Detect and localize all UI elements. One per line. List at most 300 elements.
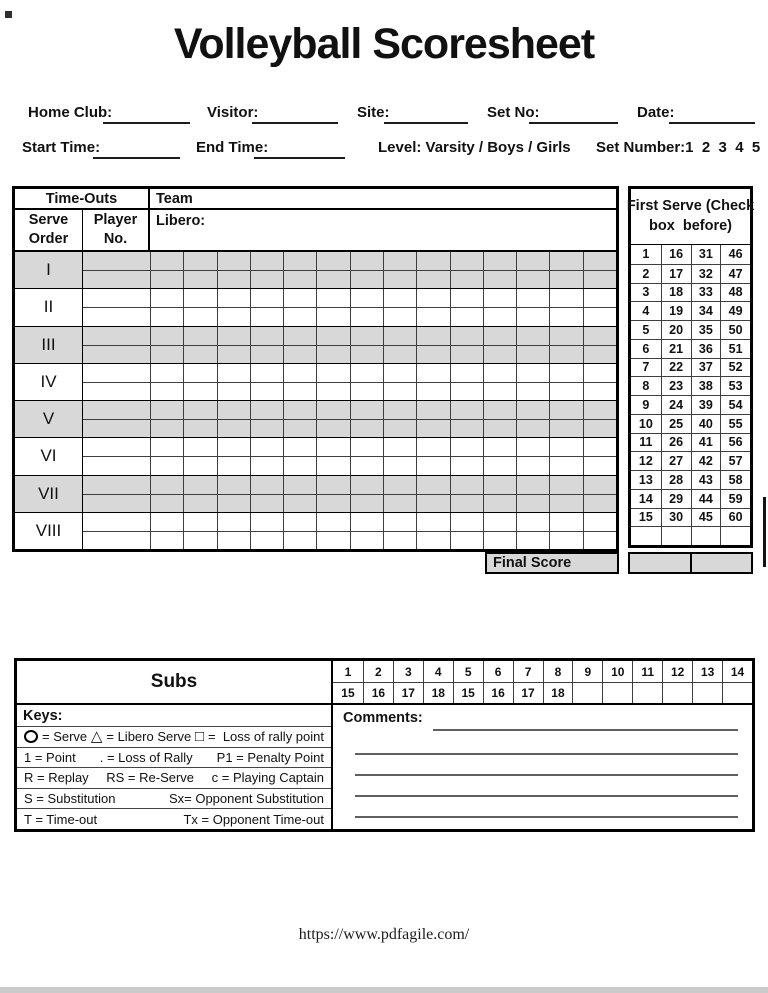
score-cell[interactable] xyxy=(316,494,349,512)
score-cell[interactable] xyxy=(150,382,183,400)
first-serve-number[interactable]: 19 xyxy=(661,301,691,320)
score-cell[interactable] xyxy=(583,382,616,400)
score-cell[interactable] xyxy=(217,476,250,494)
score-cell[interactable] xyxy=(516,307,549,325)
score-cell[interactable] xyxy=(450,252,483,270)
score-cell[interactable] xyxy=(350,382,383,400)
score-cell[interactable] xyxy=(483,531,516,549)
libero-label[interactable]: Libero: xyxy=(156,213,206,229)
score-cell[interactable] xyxy=(217,456,250,474)
first-serve-number[interactable]: 58 xyxy=(720,470,750,489)
first-serve-number[interactable]: 6 xyxy=(631,339,661,358)
score-cell[interactable] xyxy=(316,307,349,325)
score-cell[interactable] xyxy=(483,419,516,437)
score-cell[interactable] xyxy=(383,494,416,512)
subs-empty-cell[interactable] xyxy=(662,682,692,703)
score-cell[interactable] xyxy=(583,364,616,382)
score-cell[interactable] xyxy=(350,307,383,325)
score-cell[interactable] xyxy=(416,513,449,531)
score-cell[interactable] xyxy=(416,252,449,270)
first-serve-number[interactable]: 55 xyxy=(720,414,750,433)
score-cell[interactable] xyxy=(416,419,449,437)
first-serve-number[interactable]: 9 xyxy=(631,395,661,414)
score-cell[interactable] xyxy=(516,345,549,363)
score-cell[interactable] xyxy=(183,456,216,474)
first-serve-number[interactable]: 38 xyxy=(691,376,721,395)
player-no-cell[interactable] xyxy=(83,401,150,419)
score-cell[interactable] xyxy=(450,419,483,437)
score-cell[interactable] xyxy=(350,531,383,549)
score-cell[interactable] xyxy=(516,456,549,474)
score-cell[interactable] xyxy=(450,307,483,325)
player-no-cell[interactable] xyxy=(83,364,150,382)
score-cell[interactable] xyxy=(283,252,316,270)
score-cell[interactable] xyxy=(549,513,582,531)
score-cell[interactable] xyxy=(416,364,449,382)
score-cell[interactable] xyxy=(383,345,416,363)
score-cell[interactable] xyxy=(316,476,349,494)
subs-number-cell[interactable]: 17 xyxy=(513,682,543,703)
score-cell[interactable] xyxy=(583,252,616,270)
score-cell[interactable] xyxy=(350,513,383,531)
first-serve-number[interactable]: 45 xyxy=(691,508,721,527)
score-cell[interactable] xyxy=(583,327,616,345)
score-cell[interactable] xyxy=(483,345,516,363)
subs-number-cell[interactable]: 17 xyxy=(393,682,423,703)
first-serve-number[interactable]: 17 xyxy=(661,264,691,283)
score-cell[interactable] xyxy=(483,307,516,325)
score-cell[interactable] xyxy=(183,476,216,494)
score-cell[interactable] xyxy=(150,456,183,474)
score-cell[interactable] xyxy=(183,327,216,345)
score-cell[interactable] xyxy=(583,289,616,307)
score-cell[interactable] xyxy=(416,456,449,474)
score-cell[interactable] xyxy=(217,438,250,456)
subs-number-cell[interactable]: 11 xyxy=(632,661,662,682)
score-cell[interactable] xyxy=(549,476,582,494)
subs-number-cell[interactable]: 9 xyxy=(572,661,602,682)
score-cell[interactable] xyxy=(450,345,483,363)
player-no-cell[interactable] xyxy=(83,531,150,549)
player-no-cell[interactable] xyxy=(83,382,150,400)
score-cell[interactable] xyxy=(549,494,582,512)
first-serve-number[interactable]: 49 xyxy=(720,301,750,320)
score-cell[interactable] xyxy=(283,382,316,400)
player-no-cell[interactable] xyxy=(83,252,150,270)
score-cell[interactable] xyxy=(283,476,316,494)
player-no-cell[interactable] xyxy=(83,438,150,456)
score-cell[interactable] xyxy=(483,289,516,307)
score-cell[interactable] xyxy=(183,289,216,307)
score-cell[interactable] xyxy=(217,307,250,325)
score-cell[interactable] xyxy=(549,307,582,325)
first-serve-number[interactable]: 21 xyxy=(661,339,691,358)
final-score-home-cell[interactable] xyxy=(630,554,690,572)
score-cell[interactable] xyxy=(383,531,416,549)
score-cell[interactable] xyxy=(217,513,250,531)
score-cell[interactable] xyxy=(549,327,582,345)
first-serve-number[interactable]: 24 xyxy=(661,395,691,414)
first-serve-number[interactable]: 47 xyxy=(720,264,750,283)
score-cell[interactable] xyxy=(383,401,416,419)
subs-number-cell[interactable]: 7 xyxy=(513,661,543,682)
score-cell[interactable] xyxy=(250,476,283,494)
first-serve-number[interactable]: 18 xyxy=(661,283,691,302)
subs-number-cell[interactable]: 15 xyxy=(333,682,363,703)
score-cell[interactable] xyxy=(283,531,316,549)
first-serve-number[interactable]: 43 xyxy=(691,470,721,489)
player-no-cell[interactable] xyxy=(83,494,150,512)
score-cell[interactable] xyxy=(383,419,416,437)
score-cell[interactable] xyxy=(283,401,316,419)
player-no-cell[interactable] xyxy=(83,476,150,494)
first-serve-number[interactable]: 52 xyxy=(720,358,750,377)
first-serve-number[interactable]: 60 xyxy=(720,508,750,527)
score-cell[interactable] xyxy=(350,401,383,419)
score-cell[interactable] xyxy=(450,513,483,531)
score-cell[interactable] xyxy=(549,289,582,307)
first-serve-number[interactable]: 59 xyxy=(720,489,750,508)
subs-number-cell[interactable]: 1 xyxy=(344,664,352,679)
first-serve-number[interactable]: 20 xyxy=(661,320,691,339)
score-cell[interactable] xyxy=(549,419,582,437)
score-cell[interactable] xyxy=(316,289,349,307)
score-cell[interactable] xyxy=(416,531,449,549)
score-cell[interactable] xyxy=(217,382,250,400)
score-cell[interactable] xyxy=(483,382,516,400)
score-cell[interactable] xyxy=(416,438,449,456)
score-cell[interactable] xyxy=(316,252,349,270)
subs-empty-cell[interactable] xyxy=(692,682,722,703)
score-cell[interactable] xyxy=(150,419,183,437)
score-cell[interactable] xyxy=(483,401,516,419)
score-cell[interactable] xyxy=(549,252,582,270)
subs-number-cell[interactable]: 18 xyxy=(543,682,573,703)
score-cell[interactable] xyxy=(483,456,516,474)
score-cell[interactable] xyxy=(549,382,582,400)
score-cell[interactable] xyxy=(250,456,283,474)
score-cell[interactable] xyxy=(183,382,216,400)
score-cell[interactable] xyxy=(316,419,349,437)
score-cell[interactable] xyxy=(383,456,416,474)
first-serve-number[interactable]: 46 xyxy=(720,245,750,264)
first-serve-number[interactable]: 30 xyxy=(661,508,691,527)
first-serve-number[interactable]: 8 xyxy=(631,376,661,395)
score-cell[interactable] xyxy=(350,252,383,270)
first-serve-number[interactable]: 26 xyxy=(661,433,691,452)
first-serve-number[interactable]: 40 xyxy=(691,414,721,433)
first-serve-number[interactable]: 50 xyxy=(720,320,750,339)
first-serve-number[interactable]: 36 xyxy=(691,339,721,358)
score-cell[interactable] xyxy=(383,252,416,270)
subs-number-cell[interactable]: 16 xyxy=(483,682,513,703)
first-serve-number[interactable]: 56 xyxy=(720,433,750,452)
score-cell[interactable] xyxy=(316,513,349,531)
score-cell[interactable] xyxy=(416,270,449,288)
score-cell[interactable] xyxy=(516,252,549,270)
first-serve-number[interactable]: 13 xyxy=(631,470,661,489)
score-cell[interactable] xyxy=(549,456,582,474)
subs-number-cell[interactable]: 14 xyxy=(722,661,752,682)
score-cell[interactable] xyxy=(250,345,283,363)
score-cell[interactable] xyxy=(250,531,283,549)
subs-number-cell[interactable]: 6 xyxy=(483,661,513,682)
score-cell[interactable] xyxy=(150,438,183,456)
score-cell[interactable] xyxy=(250,289,283,307)
score-cell[interactable] xyxy=(283,438,316,456)
score-cell[interactable] xyxy=(283,456,316,474)
first-serve-number[interactable]: 10 xyxy=(631,414,661,433)
subs-number-cell[interactable]: 13 xyxy=(692,661,722,682)
score-cell[interactable] xyxy=(516,476,549,494)
score-cell[interactable] xyxy=(549,531,582,549)
score-cell[interactable] xyxy=(516,513,549,531)
score-cell[interactable] xyxy=(150,289,183,307)
score-cell[interactable] xyxy=(350,419,383,437)
score-cell[interactable] xyxy=(217,252,250,270)
score-cell[interactable] xyxy=(416,382,449,400)
score-cell[interactable] xyxy=(416,494,449,512)
score-cell[interactable] xyxy=(516,419,549,437)
first-serve-number[interactable]: 35 xyxy=(691,320,721,339)
score-cell[interactable] xyxy=(416,401,449,419)
score-cell[interactable] xyxy=(416,289,449,307)
subs-number-cell[interactable]: 3 xyxy=(393,661,423,682)
first-serve-number[interactable]: 16 xyxy=(661,245,691,264)
score-cell[interactable] xyxy=(250,494,283,512)
score-cell[interactable] xyxy=(183,531,216,549)
end-time-blank[interactable] xyxy=(254,157,345,159)
score-cell[interactable] xyxy=(583,456,616,474)
score-cell[interactable] xyxy=(217,364,250,382)
score-cell[interactable] xyxy=(383,307,416,325)
player-no-cell[interactable] xyxy=(83,345,150,363)
score-cell[interactable] xyxy=(350,456,383,474)
score-cell[interactable] xyxy=(217,345,250,363)
first-serve-number[interactable]: 3 xyxy=(631,283,661,302)
score-cell[interactable] xyxy=(483,476,516,494)
first-serve-number[interactable]: 29 xyxy=(661,489,691,508)
first-serve-number[interactable]: 7 xyxy=(631,358,661,377)
score-cell[interactable] xyxy=(516,438,549,456)
subs-number-cell[interactable]: 8 xyxy=(543,661,573,682)
score-cell[interactable] xyxy=(483,252,516,270)
comments-blank-line[interactable] xyxy=(355,795,738,797)
score-cell[interactable] xyxy=(583,494,616,512)
first-serve-empty-cell[interactable] xyxy=(631,526,661,545)
score-cell[interactable] xyxy=(283,307,316,325)
score-cell[interactable] xyxy=(316,382,349,400)
first-serve-number[interactable]: 32 xyxy=(691,264,721,283)
score-cell[interactable] xyxy=(383,476,416,494)
score-cell[interactable] xyxy=(383,513,416,531)
score-cell[interactable] xyxy=(316,401,349,419)
score-cell[interactable] xyxy=(150,401,183,419)
first-serve-number[interactable]: 54 xyxy=(720,395,750,414)
subs-number-cell[interactable]: 10 xyxy=(602,661,632,682)
first-serve-number[interactable]: 14 xyxy=(631,489,661,508)
score-cell[interactable] xyxy=(450,531,483,549)
score-cell[interactable] xyxy=(150,513,183,531)
score-cell[interactable] xyxy=(450,401,483,419)
score-cell[interactable] xyxy=(416,327,449,345)
player-no-cell[interactable] xyxy=(83,327,150,345)
score-cell[interactable] xyxy=(549,345,582,363)
score-cell[interactable] xyxy=(483,513,516,531)
score-cell[interactable] xyxy=(350,494,383,512)
subs-empty-cell[interactable] xyxy=(722,682,752,703)
comments-blank-line[interactable] xyxy=(355,816,738,818)
subs-number-cell[interactable]: 4 xyxy=(423,661,453,682)
score-cell[interactable] xyxy=(316,364,349,382)
comments-blank-line[interactable] xyxy=(355,753,738,755)
subs-number-cell[interactable]: 5 xyxy=(453,661,483,682)
player-no-cell[interactable] xyxy=(83,513,150,531)
first-serve-number[interactable]: 4 xyxy=(631,301,661,320)
score-cell[interactable] xyxy=(217,494,250,512)
first-serve-empty-cell[interactable] xyxy=(691,526,721,545)
score-cell[interactable] xyxy=(316,327,349,345)
score-cell[interactable] xyxy=(450,476,483,494)
score-cell[interactable] xyxy=(183,307,216,325)
score-cell[interactable] xyxy=(150,307,183,325)
score-cell[interactable] xyxy=(316,438,349,456)
score-cell[interactable] xyxy=(583,438,616,456)
score-cell[interactable] xyxy=(283,289,316,307)
first-serve-number[interactable]: 48 xyxy=(720,283,750,302)
score-cell[interactable] xyxy=(250,307,283,325)
first-serve-number[interactable]: 53 xyxy=(720,376,750,395)
first-serve-number[interactable]: 5 xyxy=(631,320,661,339)
score-cell[interactable] xyxy=(183,345,216,363)
score-cell[interactable] xyxy=(483,327,516,345)
visitor-blank[interactable] xyxy=(252,122,338,124)
score-cell[interactable] xyxy=(283,494,316,512)
score-cell[interactable] xyxy=(516,289,549,307)
score-cell[interactable] xyxy=(350,289,383,307)
subs-empty-cell[interactable] xyxy=(572,682,602,703)
score-cell[interactable] xyxy=(383,438,416,456)
first-serve-number[interactable]: 57 xyxy=(720,451,750,470)
score-cell[interactable] xyxy=(450,456,483,474)
score-cell[interactable] xyxy=(583,307,616,325)
score-cell[interactable] xyxy=(416,307,449,325)
player-no-cell[interactable] xyxy=(83,456,150,474)
score-cell[interactable] xyxy=(383,382,416,400)
score-cell[interactable] xyxy=(217,531,250,549)
score-cell[interactable] xyxy=(283,513,316,531)
score-cell[interactable] xyxy=(483,364,516,382)
first-serve-number[interactable]: 22 xyxy=(661,358,691,377)
score-cell[interactable] xyxy=(183,364,216,382)
player-no-cell[interactable] xyxy=(83,307,150,325)
first-serve-number[interactable]: 39 xyxy=(691,395,721,414)
score-cell[interactable] xyxy=(283,419,316,437)
first-serve-empty-cell[interactable] xyxy=(661,526,691,545)
score-cell[interactable] xyxy=(183,419,216,437)
score-cell[interactable] xyxy=(183,252,216,270)
first-serve-number[interactable]: 28 xyxy=(661,470,691,489)
score-cell[interactable] xyxy=(250,438,283,456)
first-serve-number[interactable]: 41 xyxy=(691,433,721,452)
score-cell[interactable] xyxy=(383,327,416,345)
score-cell[interactable] xyxy=(183,494,216,512)
score-cell[interactable] xyxy=(150,252,183,270)
score-cell[interactable] xyxy=(383,270,416,288)
score-cell[interactable] xyxy=(283,270,316,288)
score-cell[interactable] xyxy=(183,270,216,288)
score-cell[interactable] xyxy=(383,364,416,382)
score-cell[interactable] xyxy=(250,364,283,382)
score-cell[interactable] xyxy=(350,327,383,345)
score-cell[interactable] xyxy=(217,327,250,345)
score-cell[interactable] xyxy=(350,345,383,363)
final-score-visitor-cell[interactable] xyxy=(690,554,752,572)
score-cell[interactable] xyxy=(583,531,616,549)
score-cell[interactable] xyxy=(350,438,383,456)
score-cell[interactable] xyxy=(217,289,250,307)
score-cell[interactable] xyxy=(416,345,449,363)
score-cell[interactable] xyxy=(250,401,283,419)
comments-blank-line[interactable] xyxy=(355,774,738,776)
score-cell[interactable] xyxy=(283,345,316,363)
home-club-blank[interactable] xyxy=(103,122,190,124)
first-serve-number[interactable]: 37 xyxy=(691,358,721,377)
score-cell[interactable] xyxy=(150,327,183,345)
score-cell[interactable] xyxy=(150,364,183,382)
score-cell[interactable] xyxy=(150,494,183,512)
subs-number-cell[interactable]: 15 xyxy=(453,682,483,703)
first-serve-number[interactable]: 25 xyxy=(661,414,691,433)
first-serve-number[interactable]: 34 xyxy=(691,301,721,320)
subs-number-cell[interactable]: 2 xyxy=(363,661,393,682)
score-cell[interactable] xyxy=(183,438,216,456)
score-cell[interactable] xyxy=(217,419,250,437)
first-serve-number[interactable]: 15 xyxy=(631,508,661,527)
comments-blank-line[interactable] xyxy=(433,729,738,731)
player-no-cell[interactable] xyxy=(83,419,150,437)
score-cell[interactable] xyxy=(450,327,483,345)
score-cell[interactable] xyxy=(150,476,183,494)
score-cell[interactable] xyxy=(383,289,416,307)
score-cell[interactable] xyxy=(250,252,283,270)
score-cell[interactable] xyxy=(516,382,549,400)
score-cell[interactable] xyxy=(450,289,483,307)
score-cell[interactable] xyxy=(250,270,283,288)
first-serve-number[interactable]: 11 xyxy=(631,433,661,452)
first-serve-number[interactable]: 33 xyxy=(691,283,721,302)
score-cell[interactable] xyxy=(416,476,449,494)
first-serve-empty-cell[interactable] xyxy=(720,526,750,545)
score-cell[interactable] xyxy=(183,513,216,531)
score-cell[interactable] xyxy=(549,270,582,288)
score-cell[interactable] xyxy=(316,456,349,474)
score-cell[interactable] xyxy=(316,345,349,363)
subs-number-cell[interactable]: 12 xyxy=(662,661,692,682)
subs-number-cell[interactable]: 16 xyxy=(363,682,393,703)
score-cell[interactable] xyxy=(549,401,582,419)
score-cell[interactable] xyxy=(483,270,516,288)
score-cell[interactable] xyxy=(549,438,582,456)
score-cell[interactable] xyxy=(150,345,183,363)
score-cell[interactable] xyxy=(250,419,283,437)
score-cell[interactable] xyxy=(483,494,516,512)
score-cell[interactable] xyxy=(316,531,349,549)
score-cell[interactable] xyxy=(516,494,549,512)
score-cell[interactable] xyxy=(450,494,483,512)
score-cell[interactable] xyxy=(183,401,216,419)
score-cell[interactable] xyxy=(283,364,316,382)
